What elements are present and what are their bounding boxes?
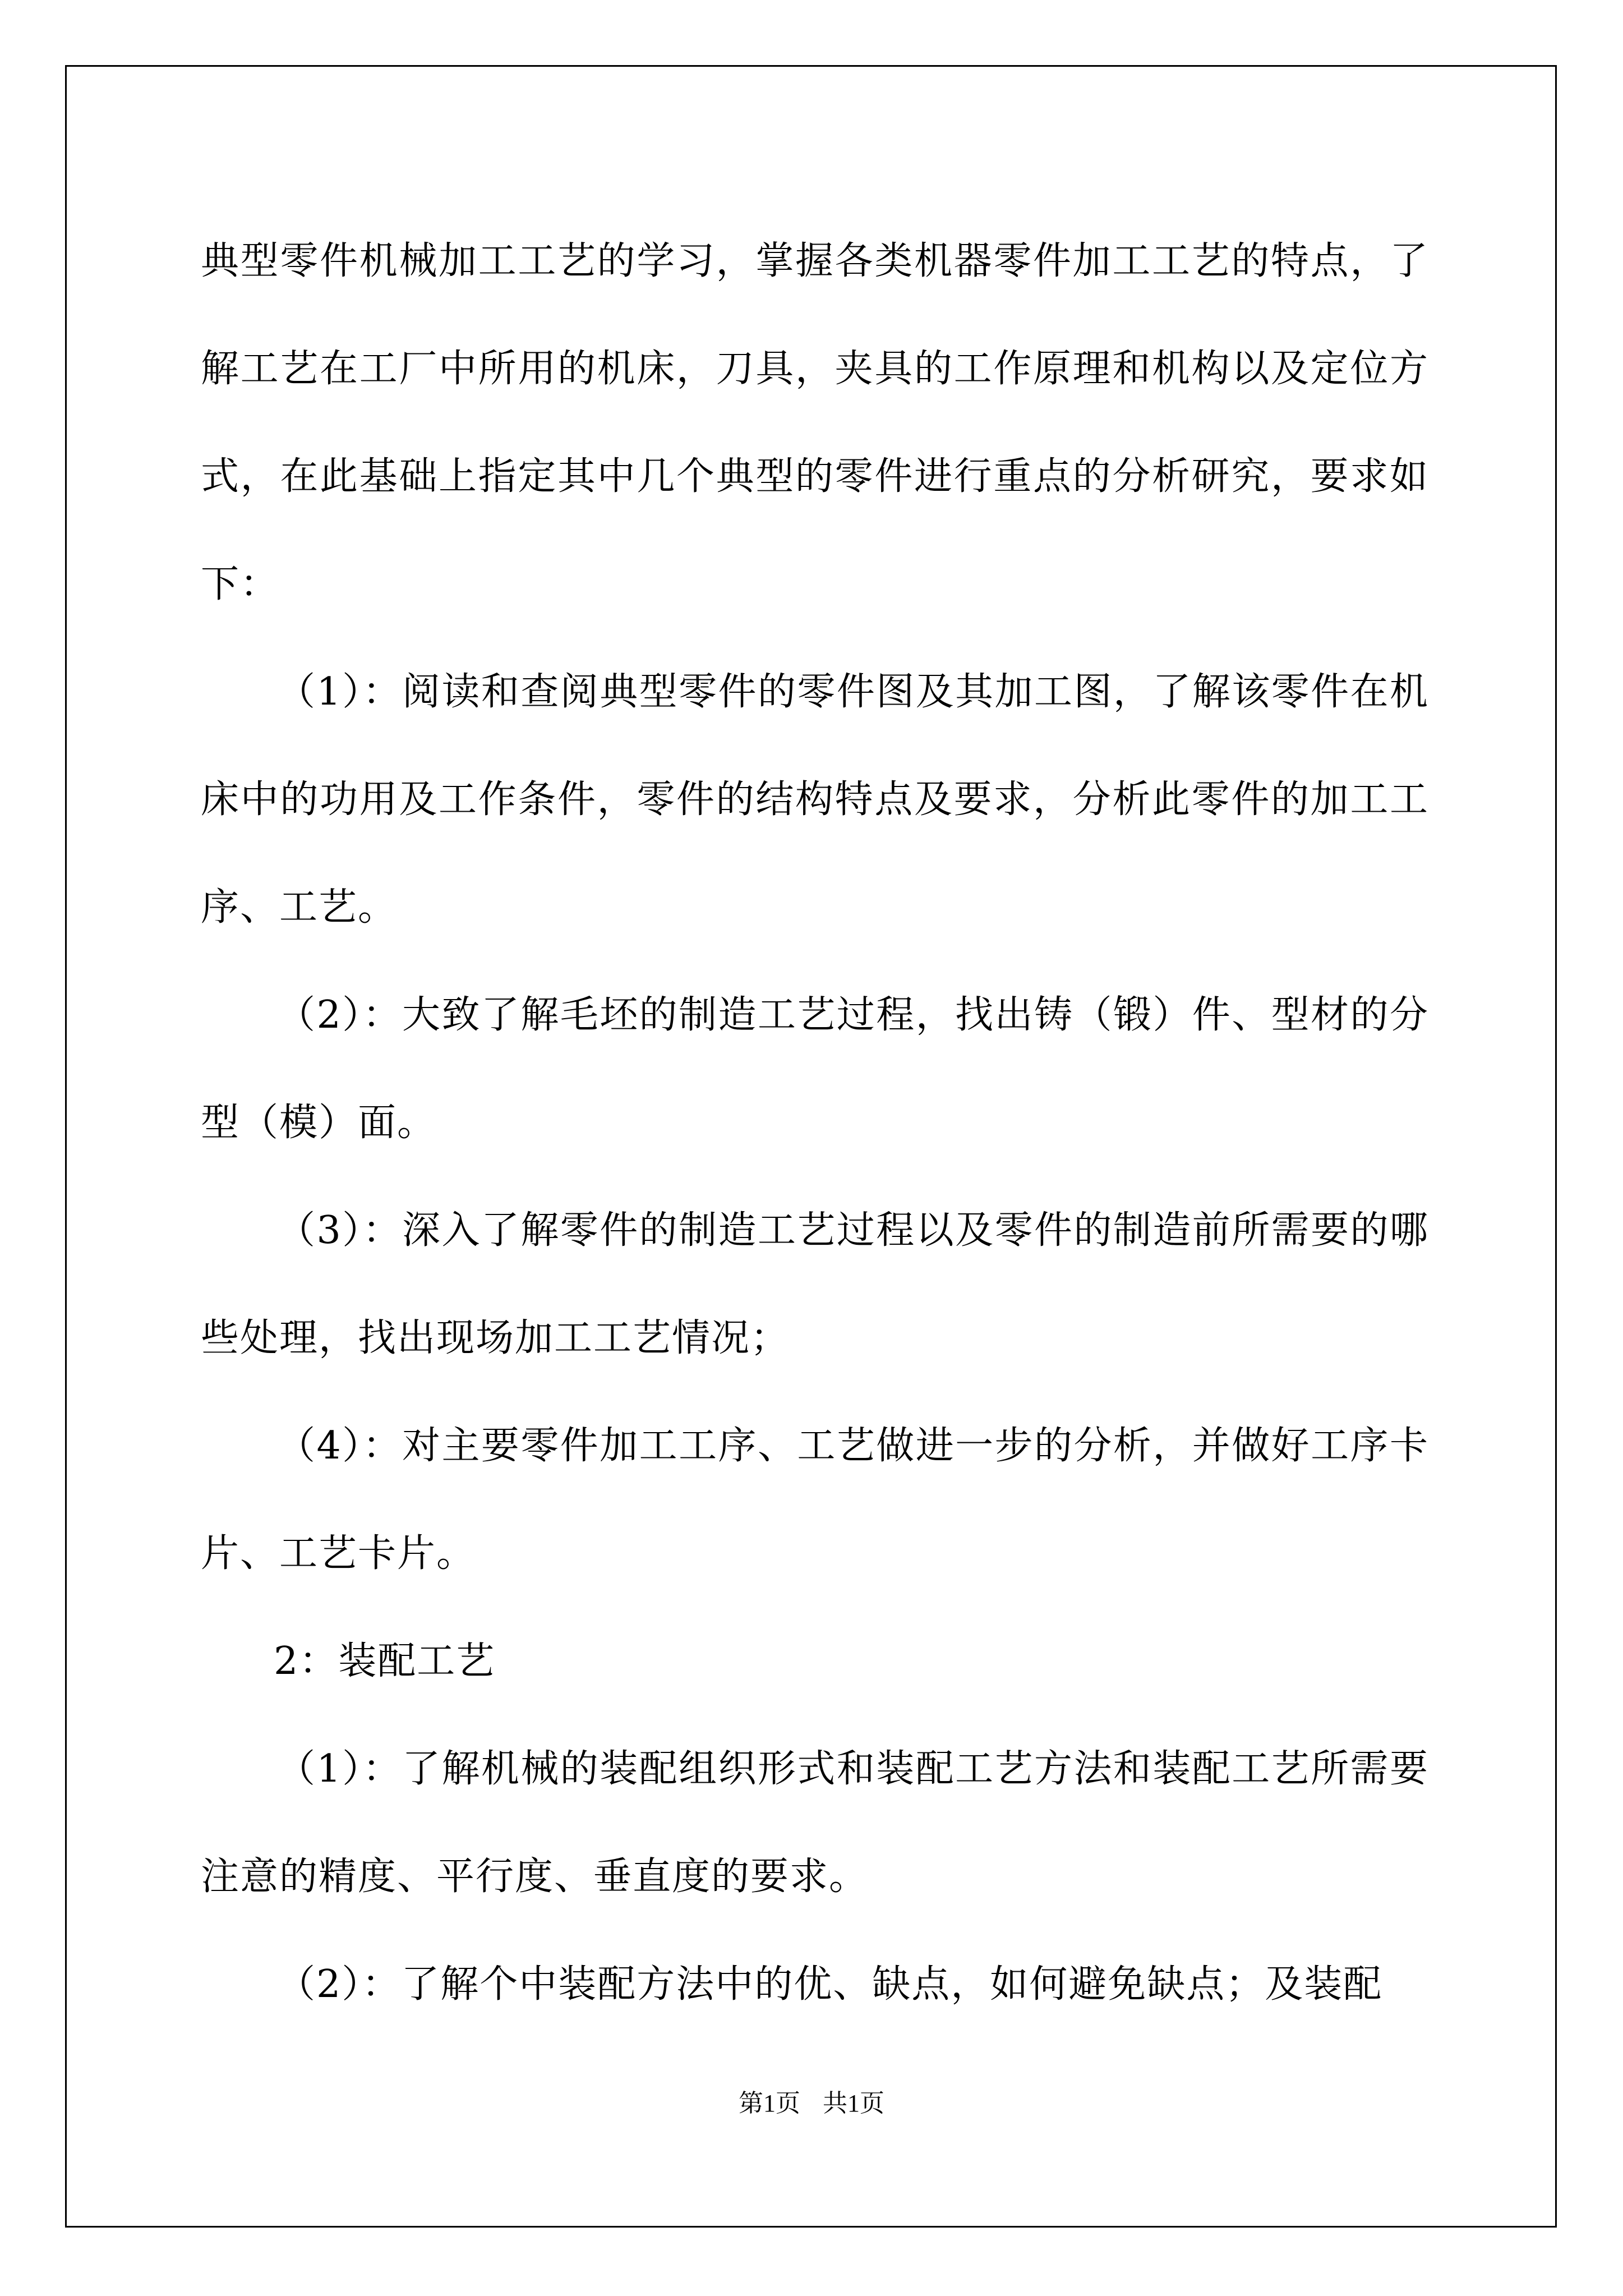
section-heading-assembly: 2：装配工艺 [274, 1639, 496, 1683]
paragraph-assembly-2: （2）：了解个中装配方法中的优、缺点，如何避免缺点；及装配 [277, 1962, 1383, 2007]
paragraph-assembly-1: （1）：了解机械的装配组织形式和装配工艺方法和装配工艺所需要注意的精度、平行度、垂直度的要求。 [201, 1747, 1429, 1899]
paragraph-item-3: （3）：深入了解零件的制造工艺过程以及零件的制造前所需要的哪些处理，找出现场加工工艺情况； [201, 1208, 1429, 1360]
document-body [201, 208, 1429, 2039]
paragraph-item-2: （2）：大致了解毛坯的制造工艺过程，找出铸（锻）件、型材的分型（模）面。 [201, 993, 1429, 1145]
page-number-total: 共1页 [823, 2090, 884, 2117]
paragraph-item-4: （4）：对主要零件加工工序、工艺做进一步的分析，并做好工序卡片、工艺卡片。 [201, 1424, 1429, 1576]
page-number-current: 第1页 [739, 2090, 800, 2117]
page-footer [0, 2087, 1623, 2120]
paragraph-item-1: （1）：阅读和查阅典型零件的零件图及其加工图，了解该零件在机床中的功用及工作条件，零件的结构特点及要求，分析此零件的加工工序、工艺。 [201, 670, 1429, 930]
paragraph-intro: 典型零件机械加工工艺的学习，掌握各类机器零件加工工艺的特点，了解工艺在工厂中所用的机床，刀具，夹具的工作原理和机构以及定位方式，在此基础上指定其中几个典型的零件进行重点的分析研究，要求如下： [201, 239, 1429, 606]
